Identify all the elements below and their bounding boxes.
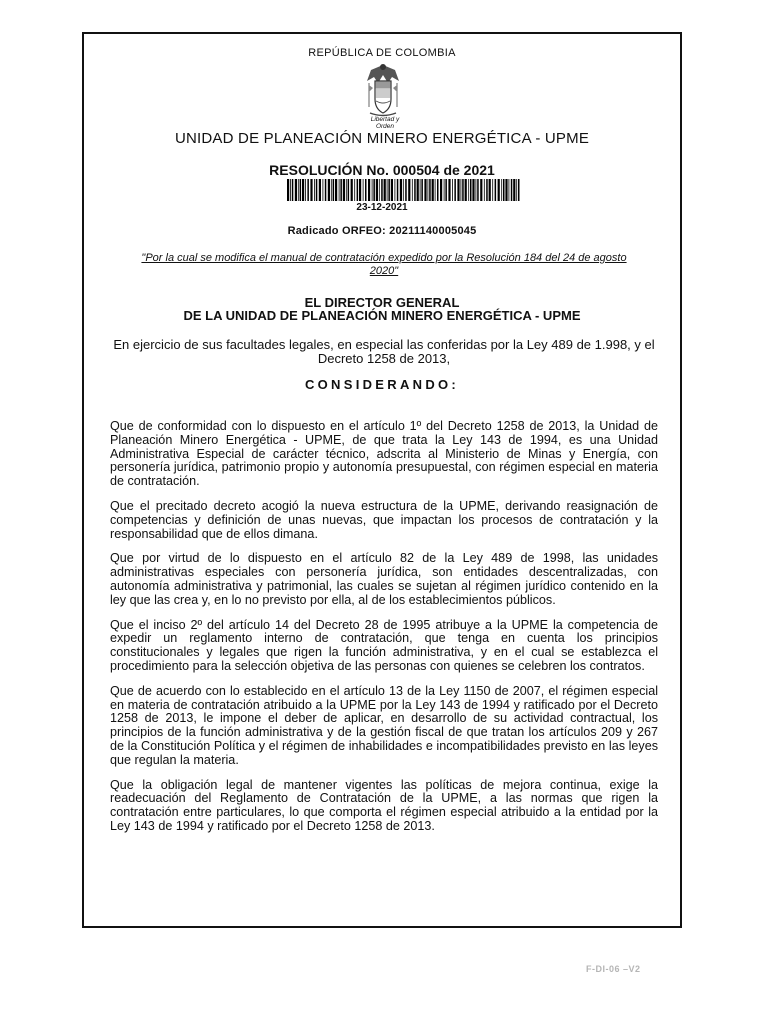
resolution-motive: "Por la cual se modifica el manual de contratación expedido por la Resolución 184 del 24 de agosto 2020" [141, 252, 627, 277]
form-code: F-DI-06 –V2 [586, 964, 641, 974]
director-title-line2: DE LA UNIDAD DE PLANEACIÓN MINERO ENERGÉTICA - UPME [183, 308, 581, 323]
consideration-paragraph: Que de conformidad con lo dispuesto en el artículo 1º del Decreto 1258 de 2013, la Unidad de Planeación Minero Energética - UPME, de que trata la Ley 143 de 1994, es una Unidad Administrativa Especial de carácter técnico, adscrita al Ministerio de Minas y Energía, con personería jurídica, patrimonio propio y autonomía presupuestal, con régimen especial en materia de contratación. [110, 419, 658, 489]
director-title-line1: EL DIRECTOR GENERAL [304, 295, 460, 310]
consideration-paragraph: Que el inciso 2º del artículo 14 del Decreto 28 de 1995 atribuye a la UPME la competencia de expedir un reglamento interno de contratación, que tenga en cuenta los principios constitucionales y legales que rigen la función administrativa, y en el cual se establezca el procedimiento para la selección objetiva de las personas con quienes se celebren los contratos. [110, 617, 658, 673]
considering-heading: CONSIDERANDO: [304, 377, 460, 392]
consideration-paragraph: Que el precitado decreto acogió la nueva estructura de la UPME, derivando reasignación de competencias y definición de unas nuevas, que impactan los procesos de contratación y la responsabilidad que de ellos dimana. [110, 498, 658, 541]
motto-text: Libertad y Orden [370, 116, 400, 130]
consideration-paragraph: Que de acuerdo con lo establecido en el artículo 13 de la Ley 1150 de 2007, el régimen especial en materia de contratación atribuido a la UPME por la Ley 143 de 1994 y ratificado por el Decreto 1258 de 2013, le impone el deber de aplicar, en desarrollo de su actividad contractual, los principios de la función administrativa y de la gestión fiscal de que tratan los artículos 209 y 267 de la Constitución Política y el régimen de inhabilidades e incompatibilidades previsto en las leyes que regulan la materia. [110, 683, 658, 767]
entity-title: UNIDAD DE PLANEACIÓN MINERO ENERGÉTICA - UPME [174, 130, 590, 147]
coat-of-arms-icon [366, 61, 400, 119]
resolution-number: RESOLUCIÓN No. 000504 de 2021 [269, 162, 495, 178]
resolution-date: 23-12-2021 [356, 202, 408, 213]
considerations-body [110, 420, 658, 845]
exercise-statement: En ejercicio de sus facultades legales, en especial las conferidas por la Ley 489 de 1.998, y el Decreto 1258 de 2013, [113, 337, 655, 366]
radicado-orfeo: Radicado ORFEO: 20211140005045 [287, 225, 477, 237]
republic-heading: REPÚBLICA DE COLOMBIA [308, 47, 456, 59]
consideration-paragraph: Que la obligación legal de mantener vigentes las políticas de mejora continua, exige la readecuación del Reglamento de Contratación de la UPME, a las normas que rigen la contratación entre particulares, lo que comporta el régimen especial atribuido a la entidad por la Ley 143 de 1994 y ratificado por el Decreto 1258 de 2013. [110, 777, 658, 833]
barcode [287, 179, 521, 201]
consideration-paragraph: Que por virtud de lo dispuesto en el artículo 82 de la Ley 489 de 1998, las unidades administrativas especiales con personería jurídica, son entidades descentralizadas, con autonomía administrativa y patrimonial, las cuales se sujetan al régimen jurídico contenido en la ley que las crea y, en lo no previsto por ella, al de los establecimientos públicos. [110, 551, 658, 607]
document-frame [82, 32, 682, 928]
